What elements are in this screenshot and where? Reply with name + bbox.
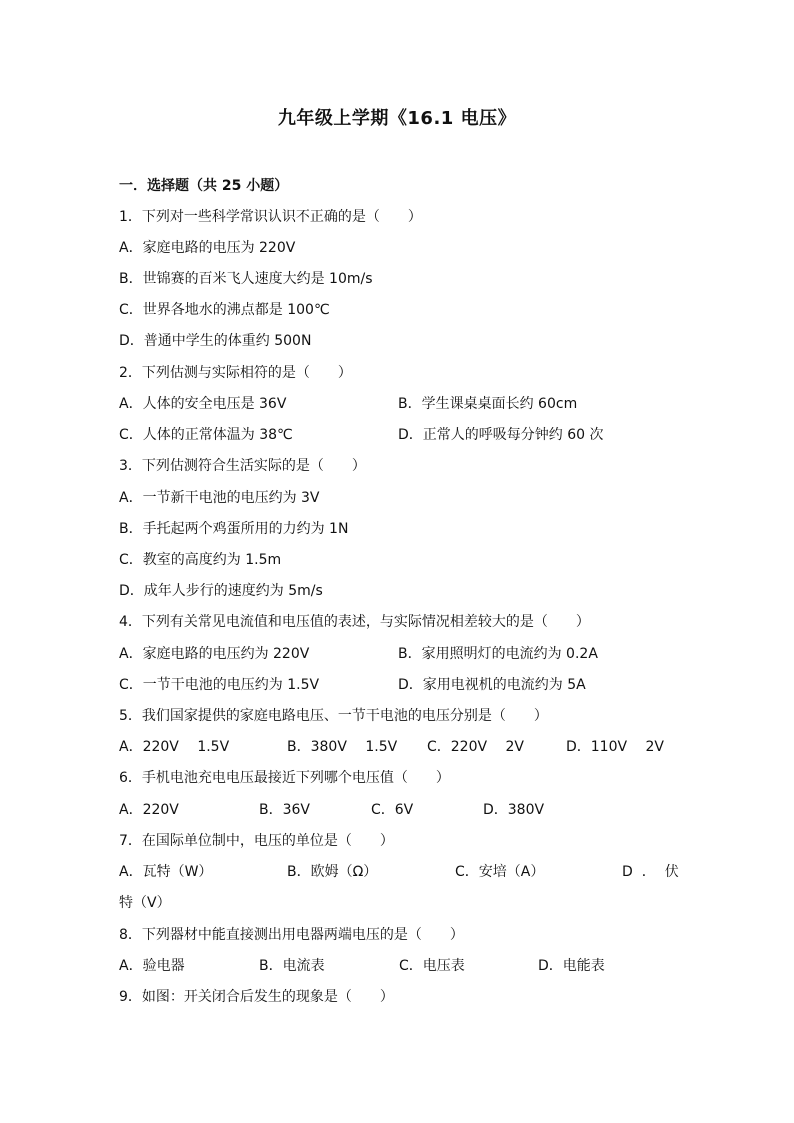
section-heading: 一．选择题（共 25 小题）: [119, 178, 289, 194]
question-7-option-a: A．瓦特（W）: [119, 864, 213, 880]
question-6-option-d: D．380V: [483, 802, 545, 818]
question-7-stem: 7．在国际单位制中，电压的单位是（ ）: [119, 833, 394, 849]
question-8-option-b: B．电流表: [259, 958, 325, 974]
question-5-option-d: D．110V 2V: [566, 739, 665, 755]
question-3-option-a: A．一节新干电池的电压约为 3V: [119, 490, 320, 506]
question-3-option-d: D．成年人步行的速度约为 5m/s: [119, 583, 323, 599]
question-2-option-b: B．学生课桌桌面长约 60cm: [398, 396, 578, 412]
question-6-option-c: C．6V: [371, 802, 414, 818]
question-6-option-a: A．220V: [119, 802, 179, 818]
question-4-option-d: D．家用电视机的电流约为 5A: [398, 677, 586, 693]
question-2-option-c: C．人体的正常体温为 38℃: [119, 427, 293, 443]
question-7-option-d: D．伏: [622, 864, 688, 880]
question-8-option-a: A．验电器: [119, 958, 185, 974]
question-5-option-a: A．220V 1.5V: [119, 739, 230, 755]
question-7-option-d-continued: 特（V）: [119, 895, 171, 911]
page-title: 九年级上学期《16.1 电压》: [277, 108, 517, 129]
question-7-option-b: B．欧姆（Ω）: [287, 864, 378, 880]
question-3-option-c: C．教室的高度约为 1.5m: [119, 552, 282, 568]
question-8-option-c: C．电压表: [399, 958, 465, 974]
question-2-stem: 2．下列估测与实际相符的是（ ）: [119, 365, 352, 381]
question-3-stem: 3．下列估测符合生活实际的是（ ）: [119, 458, 366, 474]
question-1-option-d: D．普通中学生的体重约 500N: [119, 333, 312, 349]
question-4-option-a: A．家庭电路的电压约为 220V: [119, 646, 310, 662]
question-4-option-c: C．一节干电池的电压约为 1.5V: [119, 677, 320, 693]
question-9-stem: 9．如图：开关闭合后发生的现象是（ ）: [119, 989, 394, 1005]
question-1-option-a: A．家庭电路的电压为 220V: [119, 240, 296, 256]
question-5-option-c: C．220V 2V: [427, 739, 525, 755]
question-8-stem: 8．下列器材中能直接测出用电器两端电压的是（ ）: [119, 927, 464, 943]
question-4-stem: 4．下列有关常见电流值和电压值的表述，与实际情况相差较大的是（ ）: [119, 614, 590, 630]
question-2-option-d: D．正常人的呼吸每分钟约 60 次: [398, 427, 604, 443]
question-7-option-c: C．安培（A）: [455, 864, 545, 880]
question-1-option-c: C．世界各地水的沸点都是 100℃: [119, 302, 330, 318]
question-5-option-b: B．380V 1.5V: [287, 739, 398, 755]
question-2-option-a: A．人体的安全电压是 36V: [119, 396, 287, 412]
question-1-stem: 1．下列对一些科学常识认识不正确的是（ ）: [119, 209, 422, 225]
question-4-option-b: B．家用照明灯的电流约为 0.2A: [398, 646, 598, 662]
question-6-stem: 6．手机电池充电电压最接近下列哪个电压值（ ）: [119, 770, 450, 786]
question-5-stem: 5．我们国家提供的家庭电路电压、一节干电池的电压分别是（ ）: [119, 708, 548, 724]
question-3-option-b: B．手托起两个鸡蛋所用的力约为 1N: [119, 521, 349, 537]
question-8-option-d: D．电能表: [538, 958, 605, 974]
question-6-option-b: B．36V: [259, 802, 310, 818]
question-1-option-b: B．世锦赛的百米飞人速度大约是 10m/s: [119, 271, 373, 287]
